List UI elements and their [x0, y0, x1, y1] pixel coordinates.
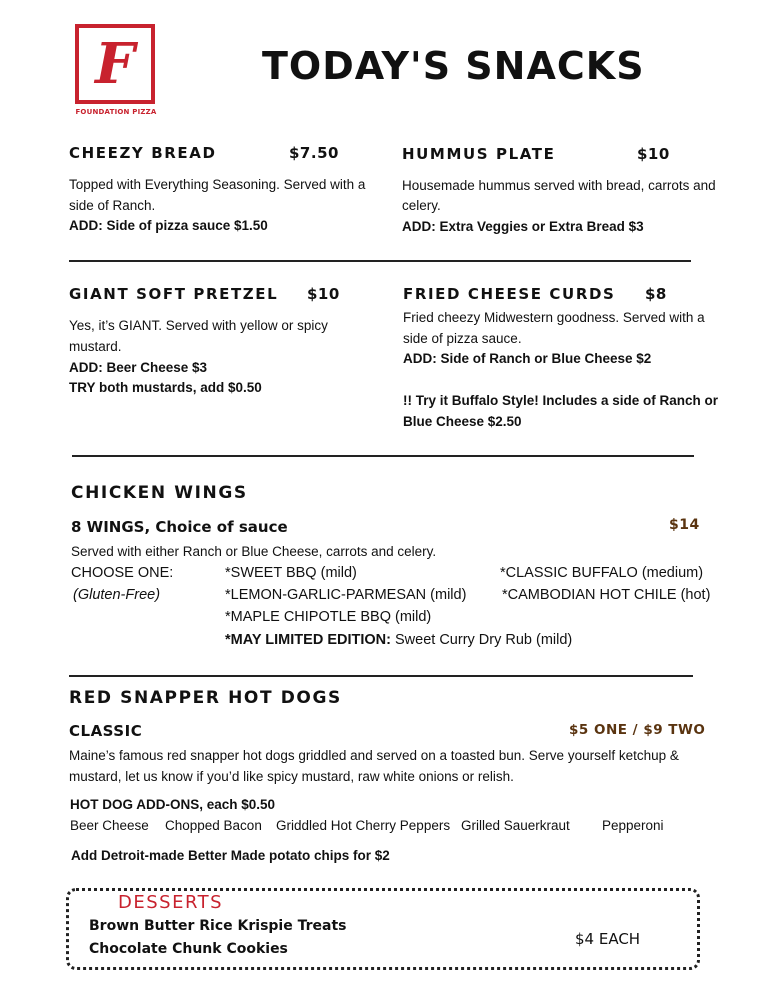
addon-pepperoni: Pepperoni [602, 818, 664, 833]
cheezy-bread-desc-1: Topped with Everything Seasoning. Served with a [69, 177, 366, 192]
limited-edition-text: Sweet Curry Dry Rub (mild) [390, 632, 573, 648]
cheezy-bread-price: $7.50 [289, 144, 339, 162]
desserts-title: DESSERTS [118, 892, 224, 913]
divider [69, 675, 693, 677]
wings-gluten-free: (Gluten-Free) [73, 587, 161, 603]
addon-hot-cherry-peppers: Griddled Hot Cherry Peppers [276, 818, 451, 833]
wings-desc: Served with either Ranch or Blue Cheese, carrots and celery. [71, 544, 437, 559]
curds-add: ADD: Side of Ranch or Blue Cheese $2 [403, 351, 652, 366]
curds-try-1: !! Try it Buffalo Style! Includes a side of Ranch or [403, 393, 719, 408]
hotdogs-item: CLASSIC [69, 722, 143, 740]
dessert-rice-krispie: Brown Butter Rice Krispie Treats [89, 918, 347, 934]
addon-chopped-bacon: Chopped Bacon [165, 818, 262, 833]
hummus-price: $10 [637, 145, 670, 163]
hotdogs-desc-1: Maine’s famous red snapper hot dogs griddled and served on a toasted bun. Serve yourself ketchup & [69, 748, 679, 763]
sauce-limited-edition [225, 630, 572, 651]
hummus-desc-2: celery. [402, 198, 441, 213]
dessert-chocolate-chunk-cookies: Chocolate Chunk Cookies [89, 941, 288, 957]
hotdogs-section-title: RED SNAPPER HOT DOGS [69, 688, 342, 708]
pretzel-desc-1: Yes, it’s GIANT. Served with yellow or spicy [69, 318, 328, 333]
cheezy-bread-name: CHEEZY BREAD [69, 144, 217, 162]
sauce-sweet-bbq: *SWEET BBQ (mild) [225, 565, 357, 581]
hotdogs-price: $5 ONE / $9 TWO [569, 722, 706, 738]
wings-price: $14 [669, 517, 700, 533]
pretzel-desc-2: mustard. [69, 339, 122, 354]
curds-desc-2: side of pizza sauce. [403, 331, 522, 346]
cheezy-bread-add: ADD: Side of pizza sauce $1.50 [69, 218, 268, 233]
hotdogs-desc-2: mustard, let us know if you’d like spicy mustard, raw white onions or relish. [69, 769, 514, 784]
wings-choose: CHOOSE ONE: [71, 565, 174, 581]
logo-letter: F [95, 31, 135, 97]
addon-sauerkraut: Grilled Sauerkraut [461, 818, 570, 833]
curds-name: FRIED CHEESE CURDS [403, 285, 616, 303]
wings-item: 8 WINGS, Choice of sauce [71, 518, 288, 536]
addon-beer-cheese: Beer Cheese [70, 818, 149, 833]
hummus-name: HUMMUS PLATE [402, 145, 556, 163]
curds-try-2: Blue Cheese $2.50 [403, 414, 522, 429]
hotdog-chips: Add Detroit-made Better Made potato chips for $2 [71, 848, 390, 863]
divider [69, 260, 691, 262]
pretzel-name: GIANT SOFT PRETZEL [69, 285, 279, 303]
hummus-add: ADD: Extra Veggies or Extra Bread $3 [402, 219, 644, 234]
logo-caption: FOUNDATION PIZZA [75, 108, 157, 116]
divider [72, 455, 694, 457]
wings-section-title: CHICKEN WINGS [71, 483, 248, 503]
curds-price: $8 [645, 285, 667, 303]
pretzel-add-2: TRY both mustards, add $0.50 [69, 380, 262, 395]
desserts-price: $4 EACH [575, 930, 641, 948]
hotdog-addons-title: HOT DOG ADD-ONS, each $0.50 [70, 797, 276, 812]
page-title: TODAY'S SNACKS [262, 44, 645, 88]
pretzel-add-1: ADD: Beer Cheese $3 [69, 360, 208, 375]
curds-desc-1: Fried cheezy Midwestern goodness. Served with a [403, 310, 705, 325]
sauce-cambodian-hot-chile: *CAMBODIAN HOT CHILE (hot) [502, 587, 711, 603]
logo [75, 24, 155, 104]
limited-edition-label: *MAY LIMITED EDITION: [225, 632, 391, 648]
hummus-desc-1: Housemade hummus served with bread, carrots and [402, 178, 716, 193]
sauce-classic-buffalo: *CLASSIC BUFFALO (medium) [500, 565, 704, 581]
pretzel-price: $10 [307, 285, 340, 303]
sauce-maple-chipotle: *MAPLE CHIPOTLE BBQ (mild) [225, 609, 432, 625]
cheezy-bread-desc-2: side of Ranch. [69, 198, 156, 213]
sauce-lemon-garlic-parmesan: *LEMON-GARLIC-PARMESAN (mild) [225, 587, 467, 603]
